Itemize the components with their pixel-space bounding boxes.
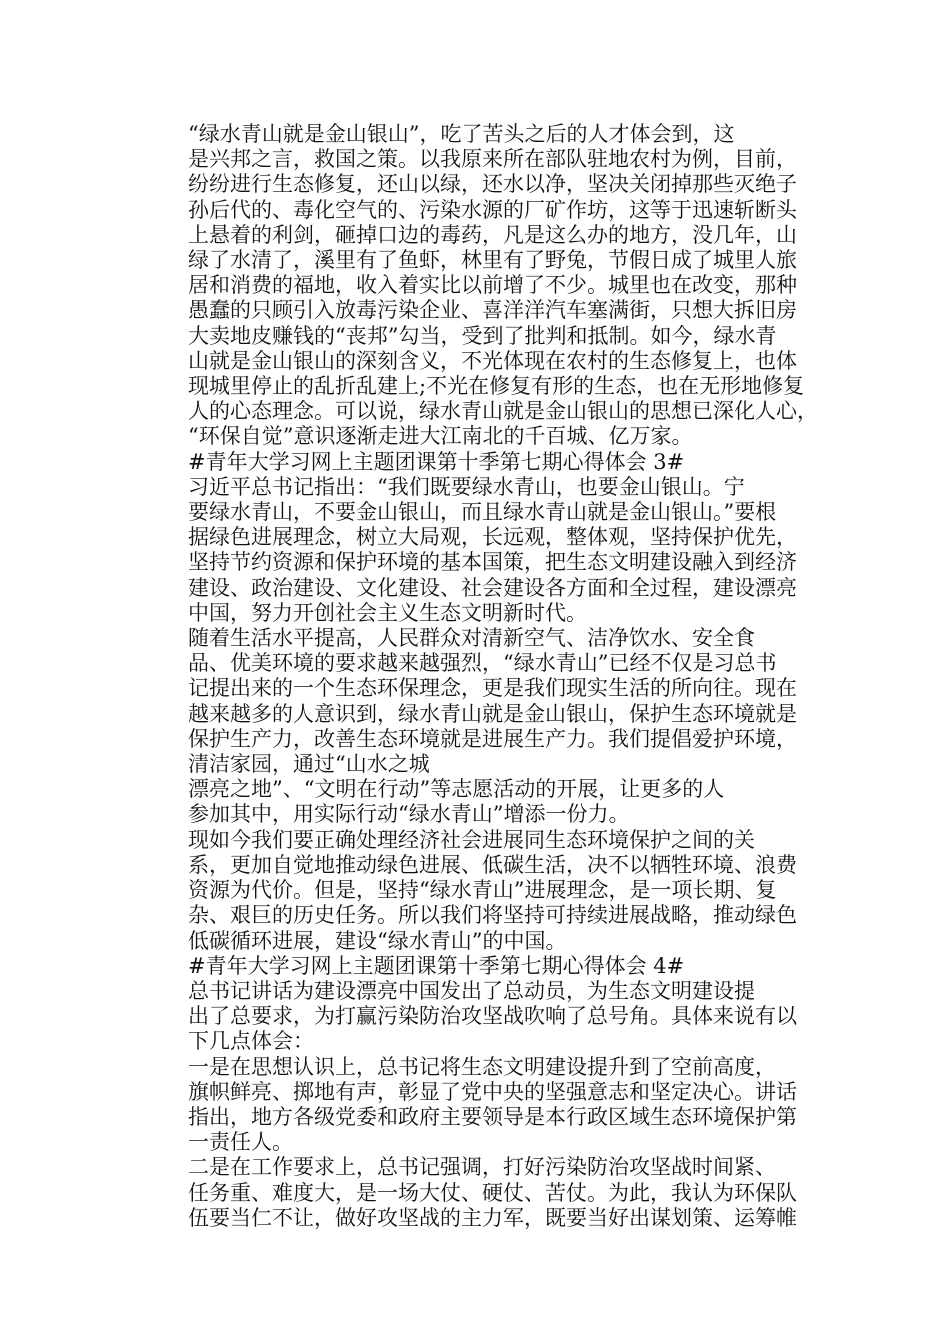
text-line: 总书记讲话为建设漂亮中国发出了总动员，为生态文明建设提 (188, 978, 755, 1003)
text-line: 上悬着的利剑，砸掉口边的毒药，凡是这么办的地方，没几年，山 (188, 222, 797, 247)
text-line: 杂、艰巨的历史任务。所以我们将坚持可持续进展战略，推动绿色 (188, 903, 797, 928)
text-line: #青年大学习网上主题团课第十季第七期心得体会 4# (188, 953, 685, 978)
text-line: 伍要当仁不让，做好攻坚战的主力军，既要当好出谋划策、运筹帷 (188, 1205, 797, 1230)
text-line: 参加其中，用实际行动“绿水青山”增添一份力。 (188, 802, 630, 827)
text-line: 越来越多的人意识到，绿水青山就是金山银山，保护生态环境就是 (188, 701, 797, 726)
text-line: “绿水青山就是金山银山”，吃了苦头之后的人才体会到，这 (188, 122, 735, 146)
text-line: 大卖地皮赚钱的“丧邦”勾当，受到了批判和抵制。如今，绿水青 (188, 323, 777, 348)
text-line: 据绿色进展理念，树立大局观，长远观，整体观，坚持保护优先， (188, 525, 797, 550)
paragraph (146, 122, 818, 450)
paragraph (146, 475, 804, 626)
text-line: 现城里停止的乱折乱建上;不光在修复有形的生态，也在无形地修复 (188, 374, 805, 399)
text-line: 保护生产力，改善生态环境就是进展生产力。我们提倡爱护环境， (188, 726, 797, 751)
text-line: #青年大学习网上主题团课第十季第七期心得体会 3# (188, 449, 685, 474)
text-line: 要绿水青山，不要金山银山，而且绿水青山就是金山银山。”要根 (188, 500, 777, 525)
document-body (146, 122, 818, 1231)
text-line: 绿了水清了，溪里有了鱼虾，林里有了野兔，节假日成了城里人旅 (188, 248, 797, 273)
paragraph (146, 777, 804, 827)
paragraph (146, 954, 804, 979)
text-line: 随着生活水平提高，人民群众对清新空气、洁净饮水、安全食 (188, 626, 755, 651)
text-line: 指出，地方各级党委和政府主要领导是本行政区域生态环境保护第 (188, 1104, 797, 1129)
text-line: 任务重、难度大，是一场大仗、硬仗、苦仗。为此，我认为环保队 (188, 1180, 797, 1205)
text-line: “环保自觉”意识逐渐走进大江南北的千百城、亿万家。 (188, 424, 693, 449)
paragraph (146, 828, 804, 954)
text-line: 一是在思想认识上，总书记将生态文明建设提升到了空前高度， (188, 1054, 776, 1079)
text-line: 中国，努力开创社会主义生态文明新时代。 (188, 600, 587, 625)
paragraph (146, 979, 804, 1055)
text-line: 坚持节约资源和保护环境的基本国策，把生态文明建设融入到经济 (188, 550, 797, 575)
paragraph (146, 626, 804, 777)
text-line: 愚蠢的只顾引入放毒污染企业、喜洋洋汽车塞满街，只想大拆旧房 (188, 298, 797, 323)
text-line: 山就是金山银山的深刻含义，不光体现在农村的生态修复上，也体 (188, 348, 797, 373)
text-line: 低碳循环进展，建设“绿水青山”的中国。 (188, 928, 567, 953)
text-line: 孙后代的、毒化空气的、污染水源的厂矿作坊，这等于迅速斩断头 (188, 197, 797, 222)
text-line: 是兴邦之言，救国之策。以我原来所在部队驻地农村为例，目前， (188, 147, 797, 172)
text-line: 出了总要求，为打赢污染防治攻坚战吹响了总号角。具体来说有以 (188, 1004, 797, 1029)
text-line: 漂亮之地”、“文明在行动”等志愿活动的开展，让更多的人 (188, 777, 725, 802)
text-line: 清洁家园，通过“山水之城 (188, 752, 430, 777)
text-line: 下几点体会： (188, 1029, 314, 1054)
text-line: 纷纷进行生态修复，还山以绿，还水以净，坚决关闭掉那些灭绝子 (188, 172, 797, 197)
text-line: 建设、政治建设、文化建设、社会建设各方面和全过程，建设漂亮 (188, 575, 797, 600)
text-line: 一责任人。 (188, 1130, 293, 1155)
text-line: 人的心态理念。可以说，绿水青山就是金山银山的思想已深化人心， (188, 399, 818, 424)
text-line: 品、优美环境的要求越来越强烈，“绿水青山”已经不仅是习总书 (188, 651, 777, 676)
text-line: 二是在工作要求上，总书记强调，打好污染防治攻坚战时间紧、 (188, 1155, 776, 1180)
paragraph (146, 450, 804, 475)
paragraph (146, 1055, 804, 1156)
text-line: 居和消费的福地，收入着实比以前增了不少。城里也在改变，那种 (188, 273, 797, 298)
text-line: 记提出来的一个生态环保理念，更是我们现实生活的所向往。现在 (188, 676, 797, 701)
text-line: 资源为代价。但是，坚持“绿水青山”进展理念，是一项长期、复 (188, 878, 777, 903)
text-line: 习近平总书记指出：“我们既要绿水青山，也要金山银山。宁 (188, 474, 745, 499)
text-line: 系，更加自觉地推动绿色进展、低碳生活，决不以牺牲环境、浪费 (188, 852, 797, 877)
text-line: 现如今我们要正确处理经济社会进展同生态环境保护之间的关 (188, 827, 755, 852)
text-line: 旗帜鲜亮、掷地有声，彰显了党中央的坚强意志和坚定决心。讲话 (188, 1079, 797, 1104)
paragraph (146, 1155, 804, 1231)
